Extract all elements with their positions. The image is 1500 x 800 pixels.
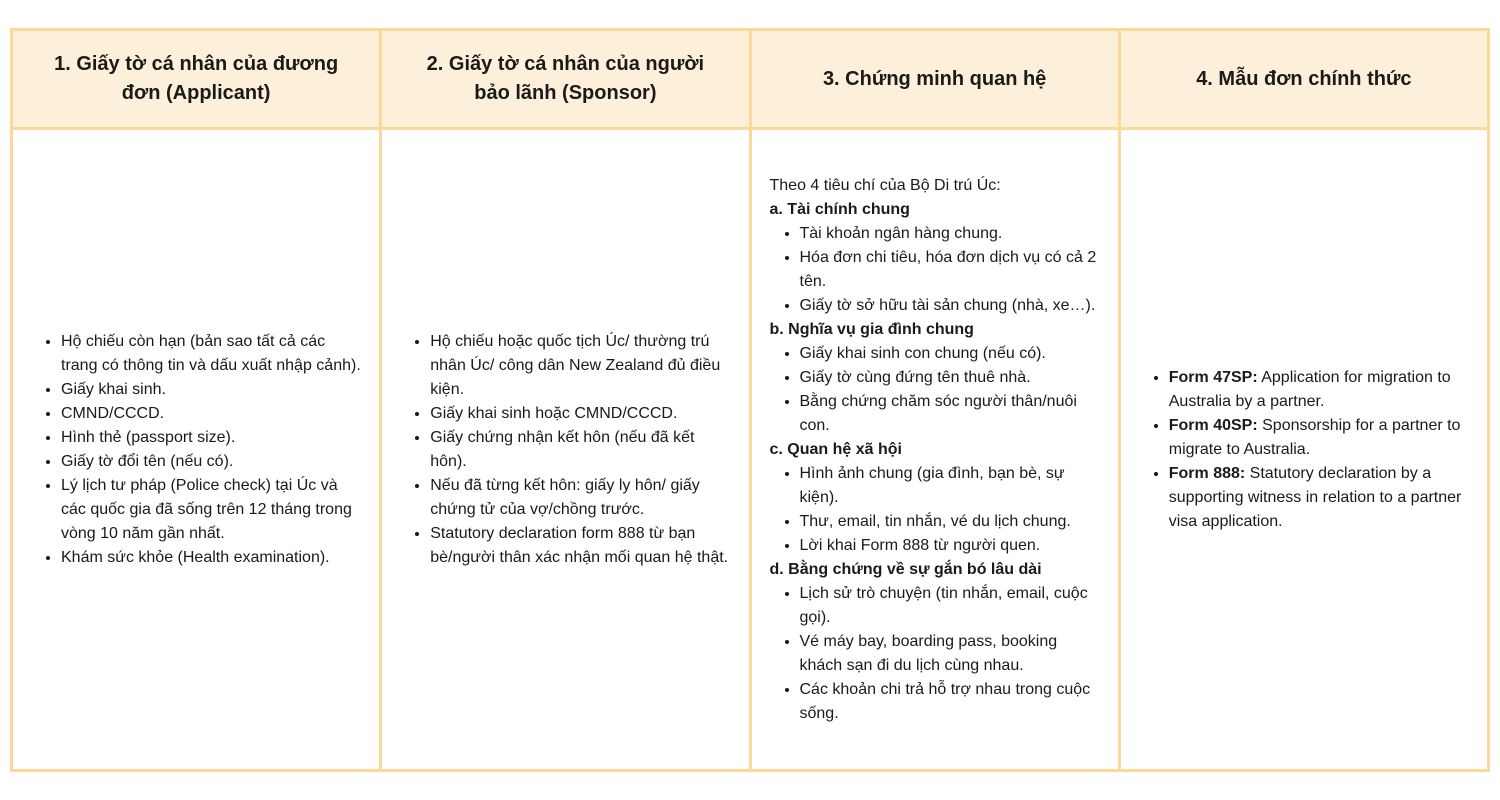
form-description: Sponsorship for a partner to migrate to Australia. [1168,416,1461,458]
section-title-social: c. Quan hệ xã hội [769,440,902,458]
official-forms-list [1139,366,1471,534]
list-item: • Giấy khai sinh. [61,378,363,402]
finance-list [770,222,1102,318]
list-item: • Giấy chứng nhận kết hôn (nếu đã kết hôn). [430,426,732,474]
list-item: • Giấy khai sinh con chung (nếu có). [800,342,1102,366]
form-description: Statutory declaration by a supporting witness in relation to a partner visa application. [1168,464,1462,530]
list-item: • Hộ chiếu hoặc quốc tịch Úc/ thường trú nhân Úc/ công dân New Zealand đủ điều kiện. [430,330,732,402]
list-item: • Vé máy bay, boarding pass, booking khách sạn đi du lịch cùng nhau. [800,630,1102,678]
sponsor-documents-list [400,330,732,570]
form-description: Application for migration to Australia by a partner. [1168,368,1451,410]
list-item: • Giấy tờ sở hữu tài sản chung (nhà, xe…). [800,294,1102,318]
list-item: • Giấy khai sinh hoặc CMND/CCCD. [430,402,732,426]
applicant-documents-list [31,330,363,570]
social-list [770,462,1102,558]
list-item: • Lý lịch tư pháp (Police check) tại Úc và các quốc gia đã sống trên 12 tháng trong vòng 10 năm gần nhất. [61,474,363,546]
list-item: • Bằng chứng chăm sóc người thân/nuôi con. [800,390,1102,438]
list-item: • CMND/CCCD. [61,402,363,426]
list-item: • Lời khai Form 888 từ người quen. [800,534,1102,558]
official-forms-cell [1119,129,1488,771]
commitment-list [770,582,1102,726]
list-item: • Hình ảnh chung (gia đình, bạn bè, sự kiện). [800,462,1102,510]
column-header-applicant: 1. Giấy tờ cá nhân của đương đơn (Applicant) [12,30,381,129]
list-item: • Khám sức khỏe (Health examination). [61,546,363,570]
sponsor-documents-cell [381,129,750,771]
column-header-sponsor: 2. Giấy tờ cá nhân của người bảo lãnh (Sponsor) [381,30,750,129]
form-name: Form 888: [1168,464,1246,482]
list-item: • Các khoản chi trả hỗ trợ nhau trong cuộc sống. [800,678,1102,726]
applicant-documents-cell [12,129,381,771]
list-item: • Giấy tờ cùng đứng tên thuê nhà. [800,366,1102,390]
section-title-finance: a. Tài chính chung [769,200,910,218]
form-name: Form 40SP: [1168,416,1258,434]
list-item: • Hình thẻ (passport size). [61,426,363,450]
header-row [12,30,1489,129]
list-item: • Statutory declaration form 888 từ bạn bè/người thân xác nhận mối quan hệ thật. [430,522,732,570]
column-header-relationship: 3. Chứng minh quan hệ [750,30,1119,129]
list-item: • Nếu đã từng kết hôn: giấy ly hôn/ giấy chứng tử của vợ/chồng trước. [430,474,732,522]
content-row [12,129,1489,771]
section-title-commitment: d. Bằng chứng về sự gắn bó lâu dài [769,560,1042,578]
form-name: Form 47SP: [1168,368,1258,386]
requirements-table [10,28,1490,772]
form-item-40sp [1169,414,1471,462]
list-item: • Hóa đơn chi tiêu, hóa đơn dịch vụ có cả 2 tên. [800,246,1102,294]
form-item-47sp [1169,366,1471,414]
form-item-888 [1169,462,1471,534]
household-list [770,342,1102,438]
list-item: • Lịch sử trò chuyện (tin nhắn, email, cuộc gọi). [800,582,1102,630]
relationship-evidence-cell [750,129,1119,771]
criteria-intro: Theo 4 tiêu chí của Bộ Di trú Úc: [769,176,1001,194]
list-item: • Giấy tờ đổi tên (nếu có). [61,450,363,474]
list-item: • Thư, email, tin nhắn, vé du lịch chung. [800,510,1102,534]
list-item: • Tài khoản ngân hàng chung. [800,222,1102,246]
column-header-forms: 4. Mẫu đơn chính thức [1119,30,1488,129]
list-item: • Hộ chiếu còn hạn (bản sao tất cả các trang có thông tin và dấu xuất nhập cảnh). [61,330,363,378]
section-title-household: b. Nghĩa vụ gia đình chung [769,320,974,338]
document-table-container [10,28,1490,772]
